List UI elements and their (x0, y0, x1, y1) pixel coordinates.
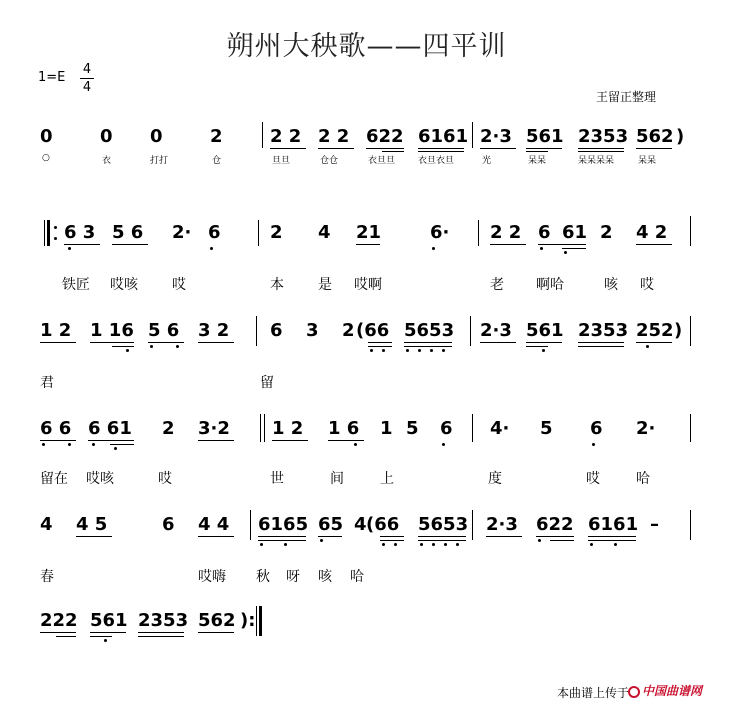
note: 622 (536, 514, 574, 535)
note: ): (240, 610, 256, 631)
note: 2 (210, 126, 223, 147)
note: 561 (526, 126, 564, 147)
lyric: 秋 (256, 569, 270, 585)
note: 6 (162, 514, 175, 535)
note: 1 16 (90, 320, 134, 341)
note: 4· (490, 418, 510, 439)
lyric: 衣 (102, 156, 112, 166)
note: 5653 (418, 514, 469, 535)
note: ) (676, 126, 685, 147)
note: 2·3 (480, 320, 512, 341)
lyric: 度 (488, 471, 502, 487)
note: 2353 (138, 610, 189, 631)
lyric: 呀 (286, 569, 300, 585)
key-signature: 1=E (38, 70, 66, 85)
note: 222 (40, 610, 78, 631)
lyric: 上 (380, 471, 394, 487)
lyric: 啊哈 (536, 277, 564, 293)
lyric: ○ (42, 153, 50, 163)
lyric: 呆呆呆呆 (578, 156, 615, 166)
note: 6161 (588, 514, 639, 535)
logo-icon (628, 686, 640, 698)
note: 4 (318, 222, 331, 243)
note: 2 2 (318, 126, 350, 147)
lyric: 春 (40, 569, 54, 585)
note: 6· (430, 222, 450, 243)
note: 562 (636, 126, 674, 147)
lyric: 仓 (212, 156, 222, 166)
note: 6 (538, 222, 551, 243)
note: 6 (590, 418, 603, 439)
lyric: 衣旦旦 (368, 156, 396, 166)
time-signature-bottom: 4 (82, 80, 92, 95)
lyric: 哎 (586, 471, 600, 487)
lyric: 咳 (604, 277, 618, 293)
note: 4 (354, 514, 367, 535)
note: 1 2 (40, 320, 72, 341)
note: 4 4 (198, 514, 230, 535)
note: 2 (270, 222, 283, 243)
note: 6 (440, 418, 453, 439)
lyric: 留 (260, 375, 274, 391)
note: 6 6 (40, 418, 72, 439)
lyric: 间 (330, 471, 344, 487)
note: 2353 (578, 126, 629, 147)
note: 5 6 (112, 222, 144, 243)
note: 2 2 (490, 222, 522, 243)
note: 561 (526, 320, 564, 341)
lyric: 打打 (150, 156, 169, 166)
note: 5 6 (148, 320, 180, 341)
note: 562 (198, 610, 236, 631)
lyric: 哎嗨 (198, 569, 226, 585)
note: 0 (100, 126, 113, 147)
note: 5 (406, 418, 419, 439)
note: 2 2 (270, 126, 302, 147)
note: 2· (172, 222, 192, 243)
note: 2 (600, 222, 613, 243)
note: 4 2 (636, 222, 668, 243)
note: 6165 (258, 514, 309, 535)
footer-note: 本曲谱上传于 (556, 686, 629, 700)
note: – (650, 514, 659, 535)
lyric: 留在 (40, 471, 68, 487)
lyric: 本 (270, 277, 284, 293)
lyric: 老 (490, 277, 504, 293)
lyric: 呆呆 (528, 156, 547, 166)
note: 6161 (418, 126, 469, 147)
note: 2 (162, 418, 175, 439)
note: 6 (270, 320, 283, 341)
note: 2 (342, 320, 355, 341)
note: (66 (356, 320, 390, 341)
arranger-credit: 王留正整理 (596, 90, 657, 104)
note: ) (674, 320, 683, 341)
note: 252 (636, 320, 674, 341)
note: 622 (366, 126, 404, 147)
note: 0 (40, 126, 53, 147)
note: 5 (540, 418, 553, 439)
note: 5653 (404, 320, 455, 341)
lyric: 哎 (640, 277, 654, 293)
lyric: 哎咳 (86, 471, 114, 487)
lyric: 哈 (350, 569, 364, 585)
note: 6 61 (88, 418, 132, 439)
note: 4 5 (76, 514, 108, 535)
note: 4 (40, 514, 53, 535)
note: 3 (306, 320, 319, 341)
note: 65 (318, 514, 344, 535)
logo-text: 中国曲谱网 (642, 684, 703, 698)
lyric: 仓仓 (320, 156, 339, 166)
score-title: 朔州大秧歌——四平训 (226, 31, 507, 62)
lyric: 哎咳 (110, 277, 138, 293)
lyric: 铁匠 (62, 277, 90, 293)
note: 1 6 (328, 418, 360, 439)
note: 0 (150, 126, 163, 147)
site-logo[interactable] (628, 682, 702, 699)
note: 2· (636, 418, 656, 439)
lyric: 哈 (636, 471, 650, 487)
lyric: 是 (318, 277, 332, 293)
lyric: 哎啊 (354, 277, 382, 293)
lyric: 哎 (158, 471, 172, 487)
lyric: 旦旦 (272, 156, 291, 166)
note: 3·2 (198, 418, 230, 439)
note: 61 (562, 222, 588, 243)
note: 2·3 (486, 514, 518, 535)
lyric: 世 (270, 471, 284, 487)
note: 1 (380, 418, 393, 439)
note: 21 (356, 222, 382, 243)
lyric: 君 (40, 375, 54, 391)
note: 6 3 (64, 222, 96, 243)
note: 1 2 (272, 418, 304, 439)
note: 6 (208, 222, 221, 243)
time-signature (80, 62, 94, 95)
note: 561 (90, 610, 128, 631)
note: (66 (366, 514, 400, 535)
lyric: 哎 (172, 277, 186, 293)
lyric: 咳 (318, 569, 332, 585)
lyric: 衣旦衣旦 (418, 156, 455, 166)
time-signature-top: 4 (82, 62, 92, 77)
note: 2·3 (480, 126, 512, 147)
lyric: 呆呆 (638, 156, 657, 166)
note: 3 2 (198, 320, 230, 341)
lyric: 光 (482, 156, 492, 166)
note: 2353 (578, 320, 629, 341)
